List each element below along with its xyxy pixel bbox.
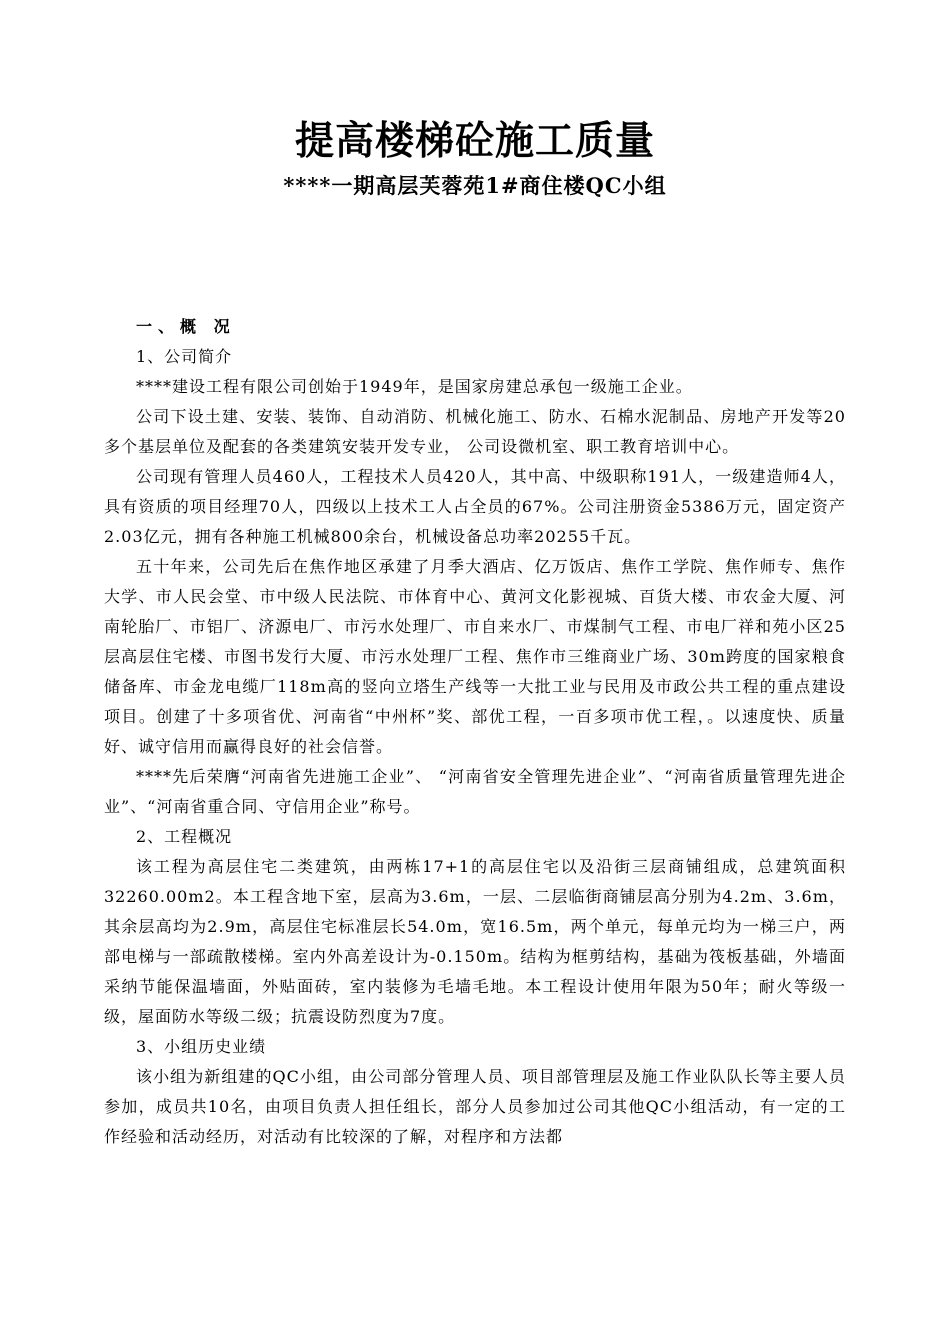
document-body — [104, 312, 846, 1152]
paragraph-company-honors: ****先后荣膺“河南省先进施工企业”、 “河南省安全管理先进企业”、“河南省质量管理先进企业”、“河南省重合同、守信用企业”称号。 — [104, 767, 846, 816]
section-heading-overview: 一、概 况 — [136, 317, 236, 336]
paragraph-project-overview: 该工程为高层住宅二类建筑，由两栋17+1的高层住宅以及沿街三层商铺组成，总建筑面积32260.00m2。本工程含地下室，层高为3.6m，一层、二层临街商铺层高分别为4.2m、3.6m，其余层高均为2.9m，高层住宅标准层长54.0m，宽16.5m，两个单元，每单元均为一梯三户，两部电梯与一部疏散楼梯。室内外高差设计为-0.150m。结构为框剪结构，基础为筏板基础，外墙面采纳节能保温墙面，外贴面砖，室内装修为毛墙毛地。本工程设计使用年限为50年；耐火等级一级，屋面防水等级二级；抗震设防烈度为7度。 — [104, 857, 846, 1026]
subsection-heading-company: 1、公司简介 — [136, 347, 233, 366]
paragraph-team-history: 该小组为新组建的QC小组，由公司部分管理人员、项目部管理层及施工作业队队长等主要人员参加，成员共10名，由项目负责人担任组长，部分人员参加过公司其他QC小组活动，有一定的工作经验和活动经历，对活动有比较深的了解，对程序和方法都 — [104, 1067, 846, 1146]
document-subtitle: ****一期高层芙蓉苑1#商住楼QC小组 — [283, 173, 667, 198]
subsection-heading-team-history: 3、小组历史业绩 — [136, 1037, 267, 1056]
subsection-heading-project: 2、工程概况 — [136, 827, 233, 846]
paragraph-company-founding: ****建设工程有限公司创始于1949年，是国家房建总承包一级施工企业。 — [136, 377, 693, 396]
paragraph-company-staff: 公司现有管理人员460人，工程技术人员420人，其中高、中级职称191人，一级建造师4人，具有资质的项目经理70人，四级以上技术工人占全员的67%。公司注册资金5386万元，固定资产2.03亿元，拥有各种施工机械800余台，机械设备总功率20255千瓦。 — [104, 467, 846, 546]
paragraph-company-units: 公司下设土建、安装、装饰、自动消防、机械化施工、防水、石棉水泥制品、房地产开发等20多个基层单位及配套的各类建筑安装开发专业， 公司设微机室、职工教育培训中心。 — [104, 407, 846, 456]
paragraph-company-projects: 五十年来，公司先后在焦作地区承建了月季大酒店、亿万饭店、焦作工学院、焦作师专、焦作大学、市人民会堂、市中级人民法院、市体育中心、黄河文化影视城、百货大楼、市农金大厦、河南轮胎厂、市铝厂、济源电厂、市污水处理厂、市自来水厂、市煤制气工程、市电厂祥和苑小区25层高层住宅楼、市图书发行大厦、市污水处理厂工程、焦作市三维商业广场、30m跨度的国家粮食储备库、市金龙电缆厂118m高的竖向立塔生产线等一大批工业与民用及市政公共工程的重点建设项目。创建了十多项省优、河南省“中州杯”奖、部优工程，一百多项市优工程，。以速度快、质量好、诚守信用而赢得良好的社会信誉。 — [104, 557, 846, 756]
document-title: 提高楼梯砼施工质量 — [294, 118, 655, 164]
